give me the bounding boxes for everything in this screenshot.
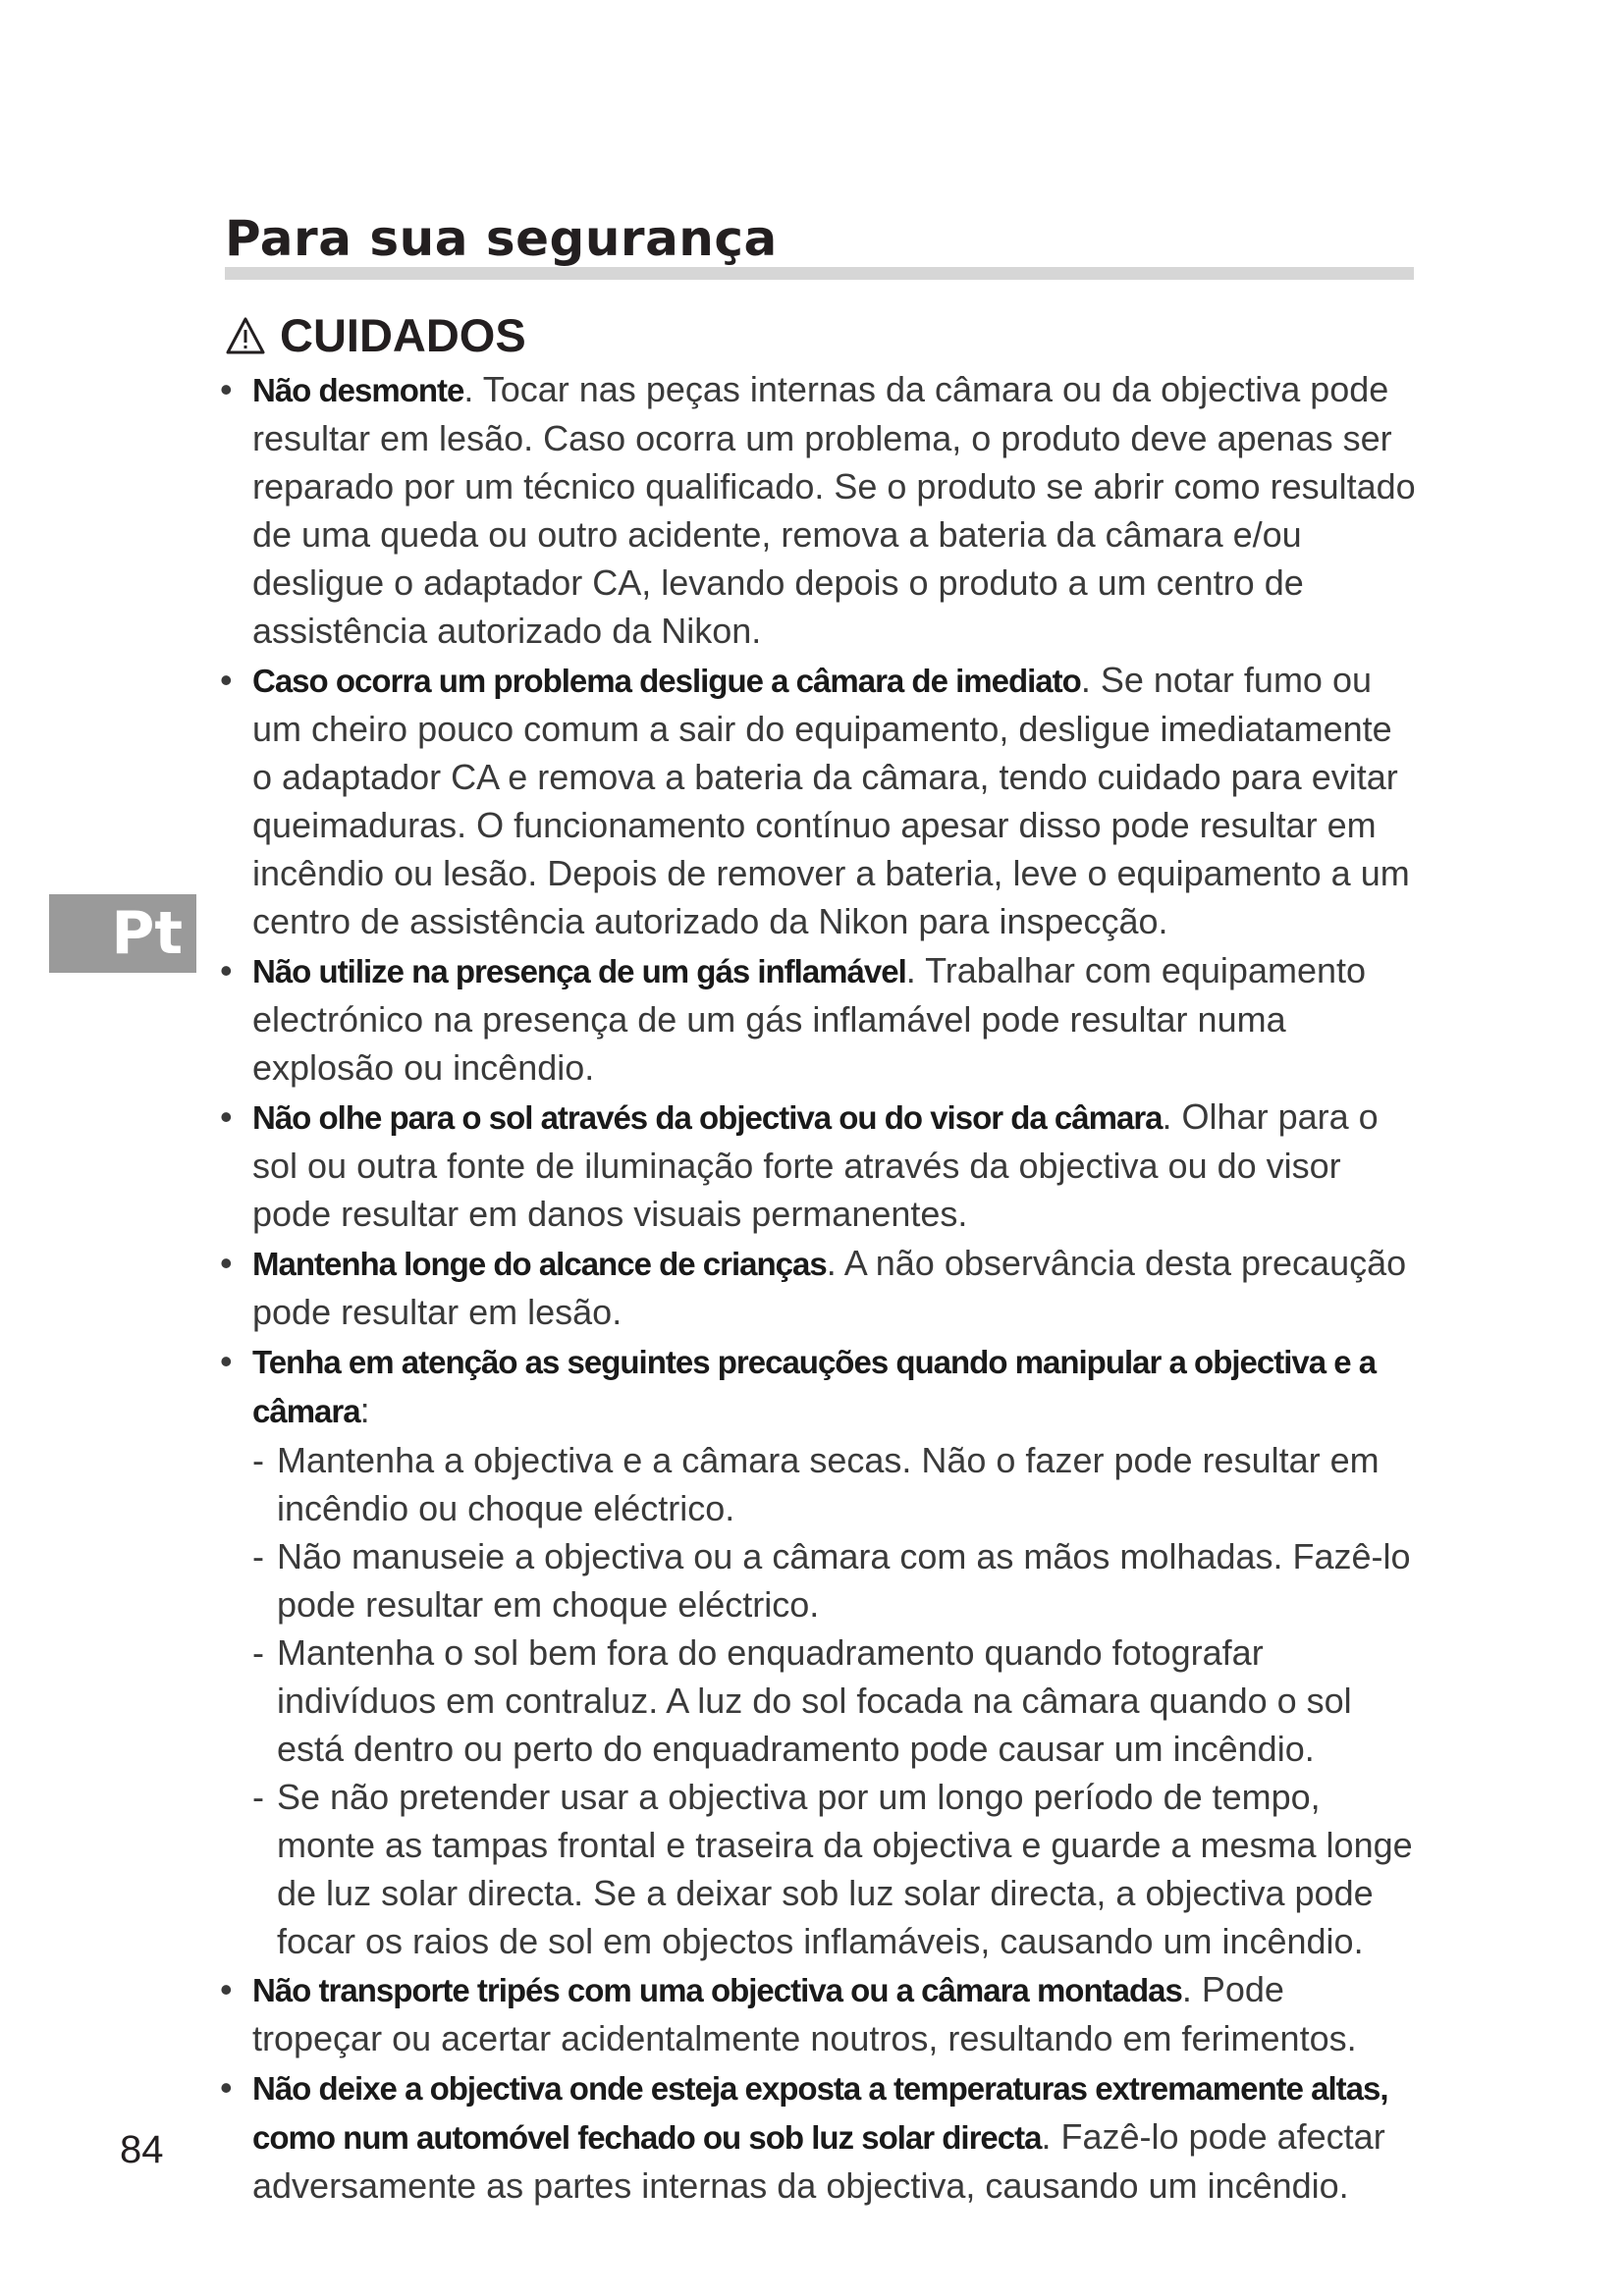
- bullet: •: [220, 1096, 233, 1137]
- caution-list: [220, 365, 1418, 2211]
- dash: -: [252, 1632, 264, 1673]
- item-lead: Não transporte tripés com uma objectiva ou a câmara montadas: [252, 1972, 1182, 2008]
- title-rule: [225, 267, 1414, 280]
- item-sep: .: [905, 950, 926, 990]
- item-sep: .: [463, 369, 483, 409]
- dash: -: [252, 1536, 264, 1576]
- sub-item-text: Mantenha o sol bem fora do enquadramento quando fotografar indivíduos em contraluz. A luz do sol focada na câmara quando o sol está dentro ou perto do enquadramento pode causar um incêndio.: [277, 1632, 1352, 1769]
- item-lead: Caso ocorra um problema desligue a câmara de imediato: [252, 663, 1081, 699]
- sub-item-text: Não manuseie a objectiva ou a câmara com as mãos molhadas. Fazê-lo pode resultar em choque eléctrico.: [277, 1536, 1411, 1625]
- list-item: [220, 946, 1418, 1092]
- item-sep: .: [1181, 1969, 1202, 2009]
- bullet: •: [220, 1243, 233, 1283]
- list-item: [220, 656, 1418, 945]
- item-sep: .: [1080, 660, 1101, 700]
- sub-item: [220, 1773, 1418, 1965]
- list-item: [220, 1337, 1418, 1435]
- bullet: •: [220, 1969, 233, 2009]
- dash: -: [252, 1777, 264, 1817]
- item-lead: Tenha em atenção as seguintes precauções quando manipular a objectiva e a câmara: [252, 1344, 1377, 1429]
- page-number: 84: [120, 2128, 164, 2171]
- item-body: Tocar nas peças internas da câmara ou da objectiva pode resultar em lesão. Caso ocorra um problema, o produto deve apenas ser reparado por um técnico qualificado. Se o produto se abrir como resultado de uma queda ou outro acidente, remova a bateria da câmara e/ou desligue o adaptador CA, levando depois o produto a um centro de assistência autorizado da Nikon.: [252, 369, 1416, 651]
- list-item: [220, 1239, 1418, 1336]
- item-body: Trabalhar com equipamento electrónico na presença de um gás inflamável pode resultar numa explosão ou incêndio.: [252, 950, 1367, 1088]
- bullet: •: [220, 1341, 233, 1381]
- bullet: •: [220, 950, 233, 990]
- item-sep: .: [1041, 2116, 1061, 2157]
- bullet: •: [220, 660, 233, 700]
- item-sep: .: [826, 1243, 844, 1283]
- list-item: [220, 1093, 1418, 1238]
- sub-item: [220, 1436, 1418, 1532]
- warning-triangle-icon: [225, 316, 266, 355]
- language-tab: Pt: [49, 894, 196, 973]
- item-body: Fazê-lo pode afectar adversamente as partes internas da objectiva, causando um incêndio.: [252, 2116, 1385, 2206]
- item-lead: Não olhe para o sol através da objectiva ou do visor da câmara: [252, 1099, 1163, 1136]
- item-sep: :: [359, 1390, 370, 1430]
- warning-heading-text: CUIDADOS: [280, 309, 526, 361]
- list-item: [220, 365, 1418, 655]
- sub-item-text: Se não pretender usar a objectiva por um longo período de tempo, monte as tampas frontal e traseira da objectiva e guarde a mesma longe de luz solar directa. Se a deixar sob luz solar directa, a objectiva pode focar os raios de sol em objectos inflamáveis, causando um incêndio.: [277, 1777, 1413, 1961]
- item-lead: Mantenha longe do alcance de crianças: [252, 1246, 827, 1282]
- item-body: A não observância desta precaução pode resultar em lesão.: [252, 1243, 1407, 1332]
- bullet: •: [220, 369, 233, 409]
- item-lead: Não utilize na presença de um gás inflamável: [252, 953, 906, 989]
- sub-item: [220, 1532, 1418, 1629]
- dash: -: [252, 1440, 264, 1480]
- warning-heading: [225, 309, 526, 361]
- item-body: Pode tropeçar ou acertar acidentalmente noutros, resultando em ferimentos.: [252, 1969, 1357, 2058]
- item-body: Olhar para o sol ou outra fonte de iluminação forte através da objectiva ou do visor pode resultar em danos visuais permanentes.: [252, 1096, 1379, 1234]
- sub-item-text: Mantenha a objectiva e a câmara secas. Não o fazer pode resultar em incêndio ou choque eléctrico.: [277, 1440, 1380, 1528]
- list-item: [220, 1965, 1418, 2062]
- item-lead: Não deixe a objectiva onde esteja exposta a temperaturas extremamente altas, como num automóvel fechado ou sob luz solar directa: [252, 2070, 1388, 2156]
- item-lead: Não desmonte: [252, 372, 464, 408]
- page-title: Para sua segurança: [225, 210, 778, 267]
- item-sep: .: [1162, 1096, 1182, 1137]
- bullet: •: [220, 2067, 233, 2108]
- list-item: [220, 2063, 1418, 2210]
- item-body: Se notar fumo ou um cheiro pouco comum a sair do equipamento, desligue imediatamente o adaptador CA e remova a bateria da câmara, tendo cuidado para evitar queimaduras. O funcionamento contínuo apesar disso pode resultar em incêndio ou lesão. Depois de remover a bateria, leve o equipamento a um centro de assistência autorizado da Nikon para inspecção.: [252, 660, 1410, 941]
- sub-item: [220, 1629, 1418, 1773]
